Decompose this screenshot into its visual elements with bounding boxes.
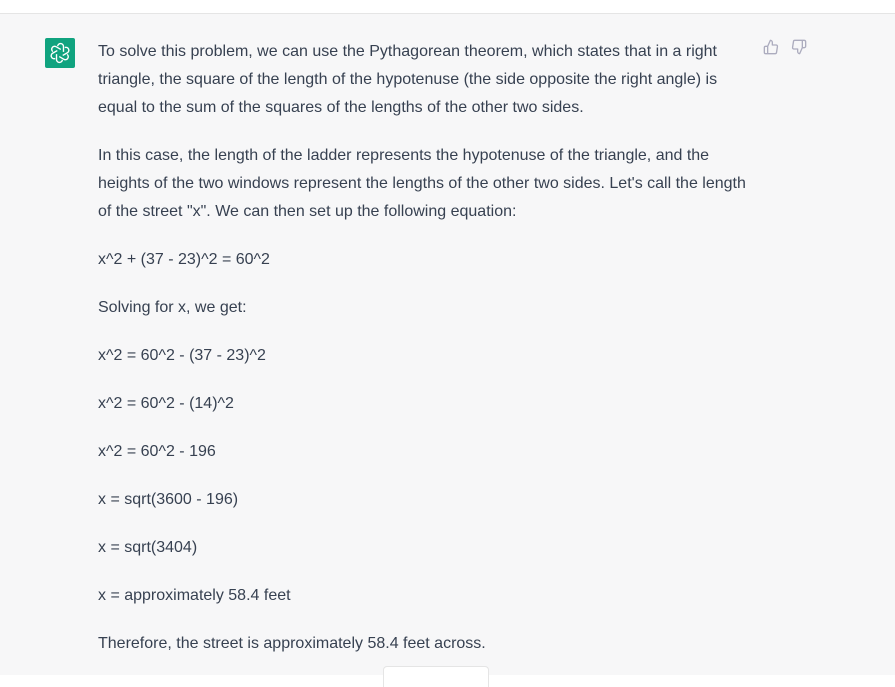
thumbs-down-icon [791, 39, 807, 60]
message-paragraph: To solve this problem, we can use the Pythagorean theorem, which states that in a right triangle, the square of the length of the hypotenuse (the side opposite the right angle) is equal to the sum of the squares of the lengths of the other two sides. [98, 43, 718, 116]
thumbs-up-icon [763, 39, 779, 60]
equation-line: x = sqrt(3404) [98, 539, 198, 556]
top-bar [0, 0, 895, 14]
message-paragraph: Solving for x, we get: [98, 299, 247, 316]
thumbs-up-button[interactable] [762, 40, 780, 58]
regenerate-button[interactable] [383, 666, 489, 687]
equation-line: x^2 = 60^2 - 196 [98, 443, 216, 460]
assistant-message [0, 14, 895, 675]
openai-logo-icon [49, 42, 71, 64]
equation-line: x^2 = 60^2 - (14)^2 [98, 395, 234, 412]
feedback-buttons [762, 40, 808, 58]
equation-line: x = sqrt(3600 - 196) [98, 491, 239, 508]
message-content [98, 38, 748, 678]
thumbs-down-button[interactable] [790, 40, 808, 58]
message-paragraph: Therefore, the street is approximately 58.4 feet across. [98, 635, 486, 652]
equation-line: x^2 + (37 - 23)^2 = 60^2 [98, 251, 270, 268]
message-paragraph: In this case, the length of the ladder represents the hypotenuse of the triangle, and the heights of the two windows represent the lengths of the other two sides. Let's call the length of the street "x". We can then set up the following equation: [98, 147, 746, 220]
assistant-avatar [45, 38, 75, 68]
equation-line: x^2 = 60^2 - (37 - 23)^2 [98, 347, 266, 364]
equation-line: x = approximately 58.4 feet [98, 587, 291, 604]
